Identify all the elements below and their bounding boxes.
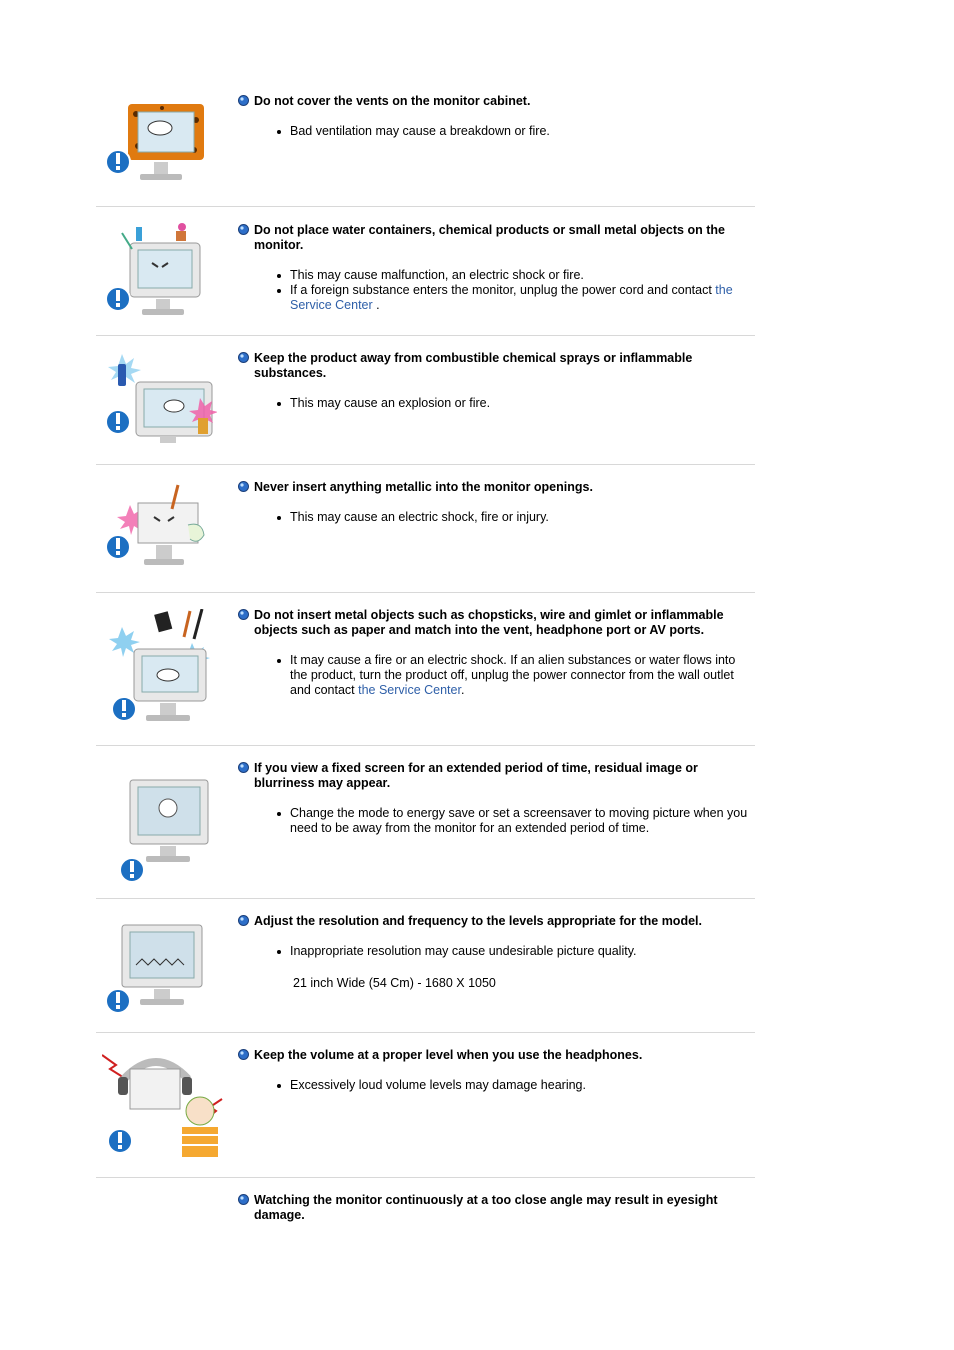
- model-resolution-note: 21 inch Wide (54 Cm) - 1680 X 1050: [293, 976, 496, 990]
- monitor-chopsticks-illustration: [102, 609, 234, 729]
- blue-bullet-icon: [238, 352, 249, 363]
- list-item: Change the mode to energy save or set a screensaver to moving picture when you need to be away from the monitor for an extended period of time.: [238, 806, 755, 836]
- list-item: Excessively loud volume levels may damage hearing.: [238, 1078, 755, 1093]
- blue-bullet-icon: [238, 95, 249, 106]
- blue-bullet-icon: [238, 609, 249, 620]
- headphones-volume-illustration: [102, 1049, 234, 1161]
- section-resolution: [96, 898, 755, 1032]
- section-water-containers: [96, 206, 755, 335]
- section-list: [238, 944, 755, 959]
- service-center-link[interactable]: the Service Center: [358, 683, 461, 697]
- section-title: If you view a fixed screen for an extended period of time, residual image or blurriness may appear.: [238, 761, 755, 791]
- section-list: [238, 124, 755, 139]
- list-item: Inappropriate resolution may cause undesirable picture quality.: [238, 944, 755, 959]
- section-title: Do not insert metal objects such as chopsticks, wire and gimlet or inflammable objects such as paper and match into the vent, headphone port or AV ports.: [238, 608, 755, 638]
- list-item: This may cause malfunction, an electric shock or fire.: [238, 268, 755, 283]
- section-headphones: [96, 1032, 755, 1178]
- section-title: Never insert anything metallic into the monitor openings.: [238, 480, 755, 495]
- list-item: It may cause a fire or an electric shock. If an alien substances or water flows into the product, turn the product off, unplug the power connector from the wall outlet and contact the Service Center.: [238, 653, 755, 698]
- section-viewing-angle: [96, 1177, 755, 1258]
- monitor-objects-illustration: [102, 223, 234, 318]
- list-item: This may cause an electric shock, fire or injury.: [238, 510, 755, 525]
- service-center-link[interactable]: the Service Center: [290, 283, 733, 312]
- section-title: Keep the product away from combustible chemical sprays or inflammable substances.: [238, 351, 755, 381]
- list-item: Bad ventilation may cause a breakdown or fire.: [238, 124, 755, 139]
- section-metal-objects: [96, 592, 755, 745]
- section-fixed-screen: [96, 745, 755, 898]
- monitor-residual-image-illustration: [102, 776, 234, 886]
- blue-bullet-icon: [238, 224, 249, 235]
- section-list: [238, 653, 755, 698]
- section-list: [238, 268, 755, 313]
- monitor-metal-illustration: [102, 481, 234, 576]
- section-combustible: [96, 335, 755, 464]
- section-title: Do not place water containers, chemical products or small metal objects on the monitor.: [238, 223, 755, 253]
- blue-bullet-icon: [238, 762, 249, 773]
- section-metallic: [96, 464, 755, 593]
- list-item: This may cause an explosion or fire.: [238, 396, 755, 411]
- monitor-resolution-illustration: [102, 919, 234, 1019]
- blue-bullet-icon: [238, 1049, 249, 1060]
- blue-bullet-icon: [238, 481, 249, 492]
- blue-bullet-icon: [238, 915, 249, 926]
- monitor-covered-illustration: [102, 100, 234, 190]
- section-list: [238, 396, 755, 411]
- section-list: [238, 1078, 755, 1093]
- section-title: Keep the volume at a proper level when you use the headphones.: [238, 1048, 755, 1063]
- blue-bullet-icon: [238, 1194, 249, 1205]
- section-title: Watching the monitor continuously at a too close angle may result in eyesight damage.: [238, 1193, 755, 1223]
- section-title: Adjust the resolution and frequency to the levels appropriate for the model.: [238, 914, 755, 929]
- list-item: If a foreign substance enters the monitor, unplug the power cord and contact the Service Center .: [238, 283, 755, 313]
- section-vents: [96, 78, 755, 206]
- section-title: Do not cover the vents on the monitor cabinet.: [238, 94, 755, 109]
- monitor-spray-illustration: [102, 352, 234, 447]
- section-list: [238, 510, 755, 525]
- section-list: [238, 806, 755, 836]
